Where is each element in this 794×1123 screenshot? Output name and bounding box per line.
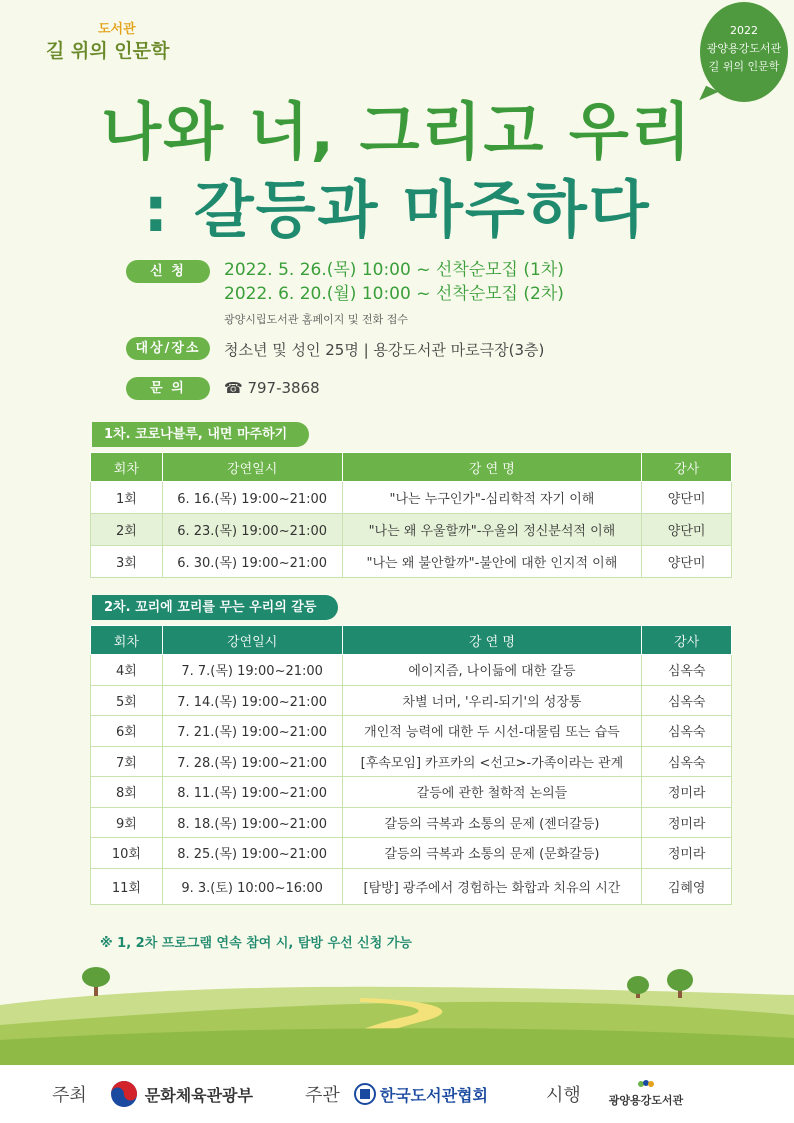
cell-lecture: 갈등에 관한 철학적 논의들	[342, 777, 642, 808]
header-lecture: 강 연 명	[342, 453, 642, 482]
logo-library-text: 도서관	[98, 22, 136, 37]
section1-table	[90, 452, 732, 578]
participation-note: ※ 1, 2차 프로그램 연속 참여 시, 탐방 우선 신청 가능	[100, 936, 412, 951]
cell-lecture: 차별 너머, '우리-되기'의 성장통	[342, 685, 642, 716]
badge-year: 2022	[730, 24, 758, 37]
table-header-row	[91, 453, 732, 482]
cell-lecture: 갈등의 극복과 소통의 문제 (문화갈등)	[342, 838, 642, 869]
cell-session: 5회	[91, 685, 163, 716]
cell-datetime: 8. 11.(목) 19:00~21:00	[162, 777, 342, 808]
cell-lecturer: 양단미	[642, 546, 732, 578]
header-session: 회차	[91, 453, 163, 482]
badge-library: 광양용강도서관	[706, 42, 782, 55]
cell-datetime: 7. 28.(목) 19:00~21:00	[162, 746, 342, 777]
header-lecture: 강 연 명	[342, 626, 642, 655]
apply-method: 광양시립도서관 홈페이지 및 전화 접수	[224, 313, 409, 326]
table-row	[91, 482, 732, 514]
cell-lecture: "나는 왜 우울할까"-우울의 정신분석적 이해	[342, 514, 642, 546]
table-row	[91, 838, 732, 869]
apply-round2: 2022. 6. 20.(월) 10:00 ~ 선착순모집 (2차)	[224, 284, 564, 304]
header-lecturer: 강사	[642, 453, 732, 482]
cell-datetime: 8. 18.(목) 19:00~21:00	[162, 807, 342, 838]
cell-lecturer: 정미라	[642, 807, 732, 838]
people-icon	[636, 1080, 656, 1092]
apply-label-badge: 신 청	[126, 260, 210, 283]
table-row	[91, 746, 732, 777]
cell-datetime: 8. 25.(목) 19:00~21:00	[162, 838, 342, 869]
cell-datetime: 6. 30.(목) 19:00~21:00	[162, 546, 342, 578]
cell-datetime: 7. 7.(목) 19:00~21:00	[162, 655, 342, 686]
cell-session: 10회	[91, 838, 163, 869]
host-name: 문화체육관광부	[144, 1085, 253, 1105]
hill-landscape-illustration	[0, 960, 794, 1065]
target-value: 청소년 및 성인 25명 | 용강도서관 마로극장(3층)	[224, 341, 545, 359]
library-logo	[609, 1080, 683, 1108]
table-row	[91, 807, 732, 838]
table-row	[91, 868, 732, 904]
cell-datetime: 7. 21.(목) 19:00~21:00	[162, 716, 342, 747]
cell-lecturer: 심옥숙	[642, 716, 732, 747]
header-datetime: 강연일시	[162, 626, 342, 655]
cell-session: 4회	[91, 655, 163, 686]
contact-phone: ☎ 797-3868	[224, 379, 320, 397]
section2-title: 2차. 꼬리에 꼬리를 무는 우리의 갈등	[92, 595, 338, 620]
table-header-row	[91, 626, 732, 655]
table-row	[91, 685, 732, 716]
main-title: 나와 너, 그리고 우리	[101, 95, 693, 168]
cell-datetime: 6. 16.(목) 19:00~21:00	[162, 482, 342, 514]
target-label-badge: 대상/장소	[126, 337, 210, 360]
cell-lecture: [후속모임] 카프카의 <선고>-가족이라는 관계	[342, 746, 642, 777]
executor-name: 광양용강도서관	[608, 1094, 684, 1107]
cell-lecturer: 정미라	[642, 838, 732, 869]
cell-session: 2회	[91, 514, 163, 546]
cell-lecture: "나는 누구인가"-심리학적 자기 이해	[342, 482, 642, 514]
cell-lecturer: 심옥숙	[642, 746, 732, 777]
cell-session: 8회	[91, 777, 163, 808]
cell-lecturer: 심옥숙	[642, 655, 732, 686]
cell-lecturer: 양단미	[642, 482, 732, 514]
cell-session: 9회	[91, 807, 163, 838]
cell-lecturer: 양단미	[642, 514, 732, 546]
cell-session: 3회	[91, 546, 163, 578]
organizer-name: 한국도서관협회	[379, 1085, 488, 1105]
tree-icon-left	[82, 967, 110, 996]
apply-round1: 2022. 5. 26.(목) 10:00 ~ 선착순모집 (1차)	[224, 260, 564, 280]
logo-humanities-text: 길 위의 인문학	[46, 40, 170, 62]
main-subtitle: : 갈등과 마주하다	[143, 173, 651, 246]
section2-table	[90, 625, 732, 905]
association-emblem-icon	[354, 1083, 376, 1105]
cell-datetime: 7. 14.(목) 19:00~21:00	[162, 685, 342, 716]
cell-lecture: 개인적 능력에 대한 두 시선-대물림 또는 습득	[342, 716, 642, 747]
host-label: 주최	[52, 1085, 87, 1106]
cell-datetime: 9. 3.(토) 10:00~16:00	[162, 868, 342, 904]
cell-lecturer: 정미라	[642, 777, 732, 808]
cell-session: 7회	[91, 746, 163, 777]
table-row	[91, 716, 732, 747]
cell-lecturer: 심옥숙	[642, 685, 732, 716]
cell-session: 6회	[91, 716, 163, 747]
cell-lecture: 갈등의 극복과 소통의 문제 (젠더갈등)	[342, 807, 642, 838]
cell-datetime: 6. 23.(목) 19:00~21:00	[162, 514, 342, 546]
cell-lecture: "나는 왜 불안할까"-불안에 대한 인지적 이해	[342, 546, 642, 578]
cell-lecture: [탐방] 광주에서 경험하는 화합과 치유의 시간	[342, 868, 642, 904]
organizer-label: 주관	[304, 1085, 340, 1106]
cell-lecture: 에이지즘, 나이듦에 대한 갈등	[342, 655, 642, 686]
footer-sponsors	[0, 1065, 794, 1123]
section1-title: 1차. 코로나블루, 내면 마주하기	[92, 422, 309, 447]
table-row	[91, 777, 732, 808]
badge-program: 길 위의 인문학	[708, 60, 780, 73]
header-lecturer: 강사	[642, 626, 732, 655]
table-row	[91, 546, 732, 578]
table-row	[91, 655, 732, 686]
header-datetime: 강연일시	[162, 453, 342, 482]
table-row	[91, 514, 732, 546]
cell-session: 11회	[91, 868, 163, 904]
contact-label-badge: 문 의	[126, 377, 210, 400]
header-session: 회차	[91, 626, 163, 655]
cell-session: 1회	[91, 482, 163, 514]
cell-lecturer: 김혜영	[642, 868, 732, 904]
executor-label: 시행	[545, 1085, 581, 1106]
taegeuk-icon	[109, 1079, 139, 1109]
